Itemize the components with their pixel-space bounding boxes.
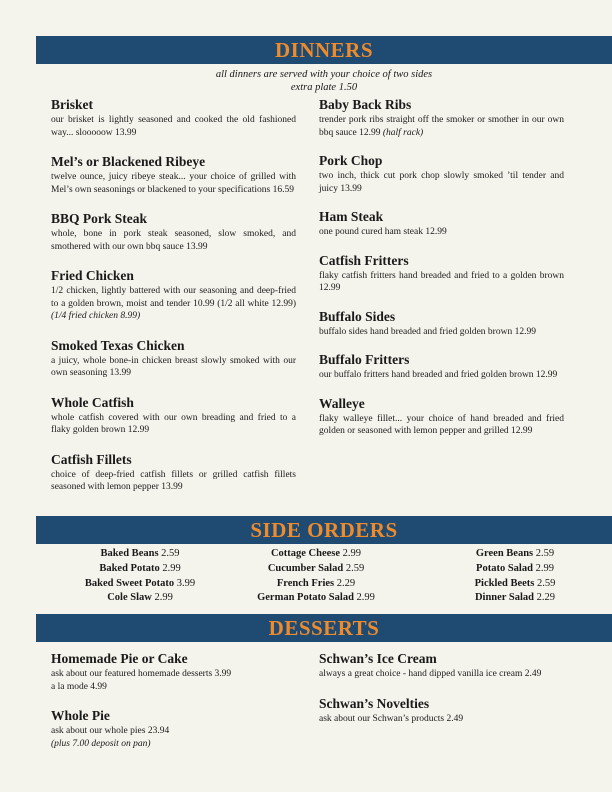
dinners-note-sides: all dinners are served with your choice of two sides — [215, 69, 433, 80]
item-description: our buffalo fritters hand breaded and fried golden brown 12.99 — [319, 370, 558, 380]
side-name: Dinner Salad — [474, 592, 535, 604]
item-description — [51, 285, 296, 323]
side-name: Cole Slaw — [107, 592, 152, 604]
sides-column-2 — [226, 547, 406, 606]
side-price: 2.29 — [336, 577, 356, 589]
side-name: Baked Sweet Potato — [84, 577, 175, 589]
menu-item — [51, 708, 296, 750]
item-name: BBQ Pork Steak — [51, 211, 148, 226]
menu-item — [51, 268, 296, 323]
desserts-right-column — [319, 651, 564, 725]
item-description: one pound cured ham steak 12.99 — [319, 227, 447, 237]
item-name: Catfish Fritters — [319, 252, 409, 268]
side-price: 2.99 — [342, 548, 362, 559]
item-name: Schwan’s Ice Cream — [319, 651, 437, 666]
menu-item — [51, 154, 296, 196]
side-name: French Fries — [276, 577, 335, 589]
item-description-extra: (half rack) — [382, 127, 424, 138]
item-name: Ham Steak — [319, 209, 384, 224]
side-name: German Potato Salad — [257, 592, 354, 604]
item-description: ask about our Schwan’s products 2.49 — [319, 713, 464, 724]
menu-item — [319, 209, 564, 239]
side-item — [226, 547, 406, 562]
side-item — [425, 547, 605, 562]
item-description: whole, bone in pork steak seasoned, slow smoked, and smothered with our own bbq sauce 13.99 — [51, 229, 296, 252]
item-name: Buffalo Fritters — [319, 352, 410, 367]
side-item — [60, 547, 220, 562]
menu-item — [51, 97, 296, 139]
item-description: our brisket is lightly seasoned and cooked the old fashioned way... slooooow 13.99 — [51, 115, 296, 138]
item-name: Whole Pie — [51, 708, 110, 723]
item-name: Fried Chicken — [51, 268, 134, 283]
item-name: Walleye — [319, 395, 365, 411]
side-name: Cottage Cheese — [270, 548, 341, 559]
item-description-alamode: a la mode 4.99 — [51, 681, 107, 692]
item-name: Catfish Fillets — [51, 451, 132, 467]
side-price: 2.59 — [345, 562, 365, 574]
side-orders-header-band — [36, 516, 612, 544]
item-name: Pork Chop — [319, 153, 383, 168]
side-price: 2.99 — [154, 592, 173, 604]
side-price: 2.99 — [535, 562, 554, 574]
desserts-title: DESSERTS — [268, 615, 380, 640]
item-name: Whole Catfish — [51, 394, 134, 410]
menu-item — [319, 696, 564, 726]
item-description: flaky walleye fillet... your choice of hand breaded and fried golden or seasoned with lemon pepper and grilled 12.99 — [319, 413, 564, 436]
desserts-left-column — [51, 651, 296, 750]
desserts-header-band — [36, 614, 612, 642]
side-item — [226, 577, 406, 592]
side-price: 2.59 — [537, 577, 556, 589]
item-description-extra: (plus 7.00 deposit on pan) — [51, 738, 151, 749]
item-description-text: 1/2 chicken, lightly battered with our seasoning and deep-fried to a golden brown, moist and tender 10.99 (1/2 all white 12.99) — [51, 286, 296, 309]
side-item — [425, 562, 605, 577]
menu-item — [319, 253, 564, 295]
side-price: 2.99 — [162, 562, 181, 574]
menu-item — [51, 338, 296, 380]
item-description-extra: (1/4 fried chicken 8.99) — [51, 311, 141, 321]
item-description: two inch, thick cut pork chop slowly smoked ’til tender and juicy 13.99 — [319, 171, 564, 194]
side-name: Green Beans — [475, 548, 534, 559]
dinners-right-column — [319, 97, 564, 438]
item-name: Smoked Texas Chicken — [51, 337, 185, 353]
item-description: twelve ounce, juicy ribeye steak... your choice of grilled with Mel’s own seasonings or blackened to your specifications 16.59 — [51, 172, 296, 195]
menu-item — [319, 352, 564, 382]
item-description: choice of deep-fried catfish fillets or grilled catfish fillets seasoned with lemon pepper 13.99 — [51, 469, 296, 492]
sides-column-1 — [60, 547, 220, 606]
side-item — [425, 577, 605, 592]
side-price: 2.29 — [536, 592, 556, 604]
menu-item — [51, 211, 296, 253]
side-price: 2.59 — [535, 548, 555, 559]
item-name: Brisket — [51, 97, 93, 112]
menu-item — [51, 651, 296, 693]
menu-item — [319, 153, 564, 195]
item-description: whole catfish covered with our own breading and fried to a flaky golden brown 12.99 — [51, 412, 296, 435]
side-name: Baked Beans — [100, 548, 159, 559]
item-description — [319, 114, 564, 139]
item-name: Buffalo Sides — [319, 308, 396, 324]
menu-item — [319, 651, 564, 681]
side-name: Cucumber Salad — [267, 562, 344, 574]
item-description-text: trender pork ribs straight off the smoker or smother in our own bbq sauce 12.99 — [319, 115, 564, 138]
item-name: Homemade Pie or Cake — [51, 651, 188, 666]
side-price: 2.59 — [161, 548, 180, 559]
side-item — [60, 591, 220, 606]
item-name: Baby Back Ribs — [319, 97, 412, 112]
dinners-header-band — [36, 36, 612, 64]
side-orders-title: SIDE ORDERS — [250, 517, 398, 542]
menu-item — [319, 396, 564, 438]
item-description: ask about our whole pies 23.94 — [51, 726, 170, 736]
side-price: 3.99 — [176, 577, 196, 589]
side-item — [60, 577, 220, 592]
menu-item — [319, 97, 564, 139]
side-item — [226, 591, 406, 606]
side-item — [60, 562, 220, 577]
side-price: 2.99 — [356, 592, 375, 604]
item-description: a juicy, whole bone-in chicken breast slowly smoked with our own seasoning 13.99 — [51, 355, 296, 378]
item-description: ask about our featured homemade desserts 3.99 — [51, 669, 232, 679]
item-description: always a great choice - hand dipped vanilla ice cream 2.49 — [319, 669, 542, 679]
side-name: Potato Salad — [476, 562, 533, 574]
side-name: Baked Potato — [99, 562, 160, 574]
item-description: buffalo sides hand breaded and fried golden brown 12.99 — [319, 326, 536, 337]
side-item — [425, 591, 605, 606]
menu-item — [51, 452, 296, 494]
dinners-left-column — [51, 97, 296, 494]
menu-item — [51, 395, 296, 437]
item-description: flaky catfish fritters hand breaded and fried to a golden brown 12.99 — [319, 270, 564, 293]
side-name: Pickled Beets — [474, 577, 535, 589]
dinners-note — [36, 68, 612, 94]
sides-column-3 — [425, 547, 605, 606]
dinners-note-extra-plate: extra plate 1.50 — [290, 82, 358, 93]
item-name: Schwan’s Novelties — [319, 695, 430, 711]
menu-item — [319, 309, 564, 339]
side-item — [226, 562, 406, 577]
item-name: Mel’s or Blackened Ribeye — [51, 154, 206, 169]
dinners-title: DINNERS — [274, 37, 374, 62]
